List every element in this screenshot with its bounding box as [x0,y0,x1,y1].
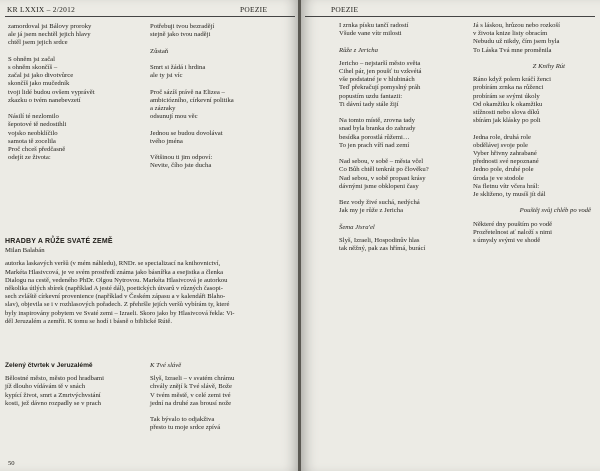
poem-line: Slyš, Izraeli, Hospodinův hlas [339,237,420,244]
stanza-break [150,146,295,154]
poem-line: Nad sebou, v sobě propast krásy [339,174,426,182]
poem-line: zamordoval jsi Bálovy proroky [8,23,92,30]
poem-line: snad byla branka do zahrady [339,125,416,133]
poem-line: Jericho – nejstarší město světa [339,59,421,67]
article [5,238,295,326]
stanza-break [150,80,295,88]
poem-line: skončíš jako mučedník [8,80,70,88]
poem-line: ambiciózního, církevní politika [150,96,234,104]
poem-column-right-2 [473,22,595,245]
poem-line: Vyber hřivny zahrabané [473,150,537,158]
poem-line: chvály znějí k Tvé slávě, Bože [150,383,232,391]
poem-line: tvého jména [150,137,183,145]
poem-column-right-1 [339,22,459,253]
poem-line: přednosti své nepoznané [473,158,539,166]
poem-title: Z Knihy Rút [532,63,565,70]
poem-column-2 [150,23,295,171]
poem-title: Pouštěj svůj chléb po vodě [519,207,591,215]
poem-line: Smrt si žádá i hrdina [150,63,206,71]
poem-line: a zázraky [150,104,176,112]
poem-line: Bez vody živé suchá, nedýchá [339,199,420,207]
article-line: Dialogu na cestě, vedeného PhDr. Olgou Nytrovou. Markéta Hlasivcová je autorkou [5,276,228,284]
poem-line: probírám se svými úkoly [473,92,540,100]
stanza-break [339,150,459,158]
article-line: slav), objevila se i v rozhlasových pořadech. Z přehršle jejích veršů vybírám ty, které [5,301,230,309]
poem-line: Já s láskou, hrůzou nebo rozkoší [473,22,560,29]
poem-line: obdělávej svoje pole [473,141,528,149]
poem-line: Jedno pole, druhé pole [473,166,534,174]
poem-line: Jedna role, druhá role [473,133,531,141]
poem-line: popustím uzdu fantazii: [339,92,403,100]
poem-line: sbírám jak klásky po poli [473,117,541,125]
poem-line: Tak bývalo to odjakživa [150,416,215,424]
poem-line: Co Bůh chtěl tenkrát po člověku? [339,166,429,174]
poem-line: Teď překračují pomyslný práh [339,84,421,92]
journal-issue-header: KR LXXIX – 2/2012 [7,5,76,14]
poem-line: ale ty jsi víc [150,72,183,80]
poem-line: Je skliženo, ty musíš jít dál [473,191,546,199]
poem-line: stejně jako tvou naději [150,31,211,39]
poem-line: zkazku o tvém nanebevzetí [8,96,81,104]
poem-line: tak něžný, pak zas hřímá, burácí [339,245,426,253]
poem-column-1 [8,23,146,162]
poem-line: To Láska Tvá mne proměnila [473,46,552,54]
poem-line: Násilí té nezlomilo [8,113,59,121]
poem-line: Prozřetelnost ať naloží s nimi [473,228,553,236]
poem-line: Ráno když polem kráčí ženci [473,76,551,84]
article-line: děl Jeruzalém a zemřít. K tomu se hodí i básně o biblické Rútě. [5,317,172,325]
poem-title: Zelený čtvrtek v Jeruzalémě [5,362,93,369]
poem-line: v života knize listy obracím [473,30,548,38]
poem-title: K Tvé slávě [150,362,182,369]
right-page [301,0,600,471]
page-number: 50 [8,460,15,467]
poem-line: V tvém městě, v celé zemi tvé [150,391,231,399]
poem-line: stížnosti nebo slova díků [473,109,540,117]
poem-line: S ohněm jsi začal [8,55,55,63]
section-header: POEZIE [331,5,359,14]
stanza-break [150,408,295,416]
poem-line: Jednou se budou dovolávat [150,129,223,137]
poem-title: Šema Jisra'el [339,223,375,231]
section-header: POEZIE [240,5,268,14]
poem-line: Slyš, Izraeli – v svatém chrámu [150,375,235,383]
poem-line: jední na druhé zas brousí nože [150,399,232,407]
poem-line: kypící život, smrt a Zmrtvýchvstání [5,391,101,399]
poem-line: samota tě zocelila [8,137,56,145]
poem-line: odsunují mou věc [150,113,198,121]
article-author: Milan Balabán [5,247,45,255]
poem-line: kosti, jež dávno rozpadly se v prach [5,399,102,407]
poem-line: Na fletnu vítr včera hrál: [473,182,540,190]
article-line: sech zvláště církevní provenience (například v Českém zápasu a v kalendáři Blaho- [5,293,226,301]
poem-k-tve-slave [150,362,295,433]
stanza-break [150,39,295,47]
poem-line: To jen prach víří nad zemí [339,141,410,149]
article-line: Markéta Hlasivcová, je ve svém prostředí známa jako básnířka a esejistka a členka [5,268,224,276]
poem-line: vojsko neobklíčilo [8,129,58,137]
stanza-break [8,105,146,113]
article-heading: HRADBY A RŮŽE SVATÉ ZEMĚ [5,238,113,245]
poem-line: Od okamžiku k okamžiku [473,100,543,108]
poem-title: Růže z Jericha [339,46,378,54]
stanza-break [8,48,146,56]
poem-line: Všude vane vítr milosti [339,30,402,38]
stanza-break [473,125,595,133]
poem-zeleny-ctvrtek [5,362,145,408]
poem-line: Ti dávní tady stále žijí [339,100,399,108]
poem-line: vše podstatné je v hlubinách [339,76,415,84]
article-line: byly inspirovány pobytem ve Svaté zemi – Izraeli. Skoro jako by Hlasivcová řekla: Vi- [5,309,235,317]
poem-line: Nebudu už nikdy, čím jsem byla [473,38,560,46]
poem-line: Jak my je růže z Jericha [339,207,404,215]
poem-line: Potřebuji tvou bezradějí [150,23,215,30]
poem-line: besídka porostlá růžemi… [339,133,410,141]
poem-line: I zrnka písku tančí radostí [339,22,409,29]
stanza-break [339,109,459,117]
poem-line: Na tomto místě, zrovna tady [339,117,415,125]
left-page [0,0,299,471]
poem-line: šepotové tě nedostihli [8,121,67,129]
poem-line: probírám zrnka na růženci [473,84,544,92]
poem-line: Většinou ti jim odpoví: [150,154,213,162]
stanza-break [339,191,459,199]
poem-line: přesto tu moje srdce zpívá [150,424,221,432]
poem-line: tvoji lidé budou ovšem vyprávět [8,88,95,96]
poem-line: odejít ze života: [8,154,51,162]
poem-line: Cihel pár, jen poušť tu vzkvétá [339,68,422,75]
poem-line: dávnými jsme obklopeni časy [339,182,419,190]
poem-line: Nevite, čího jste ducha [150,162,212,170]
poem-line: Nad sebou, v sobě – města včel [339,158,424,166]
stanza-break [150,56,295,64]
poem-line: jíž dlouho vídávám tě v snách [5,383,86,391]
article-line: několika útlých sbírek (například A jesté dál), poetických útvarů v různých časopi- [5,285,223,293]
stanza-break [150,121,295,129]
header-rule [5,16,295,17]
poem-line: chtěl jsem jejich srdce [8,39,68,47]
poem-line: úroda je ve stodole [473,174,524,182]
poem-line: začal jsi jako divotvůrce [8,72,74,80]
poem-line: Proč sázíš právě na Elizea – [150,88,225,96]
poem-line: s úmysly svými ve shodě [473,237,541,245]
poem-line: Proč chceš předčasně [8,146,66,154]
header-rule [305,16,595,17]
article-line: autorka laskavých veršů (v mém náhledu), RNDr. se specializací na knihovnictví, [5,260,221,268]
poem-line: ale já jsem nechtěl jejich hlavy [8,31,91,39]
poem-line: Některé dny pouštím po vodě [473,220,553,228]
article-body [5,260,295,326]
poem-line: Zůstaň [150,47,169,55]
poem-line: Bělostné město, město pod hradbami [5,375,104,383]
poem-line: s ohněm skončíš – [8,64,58,71]
